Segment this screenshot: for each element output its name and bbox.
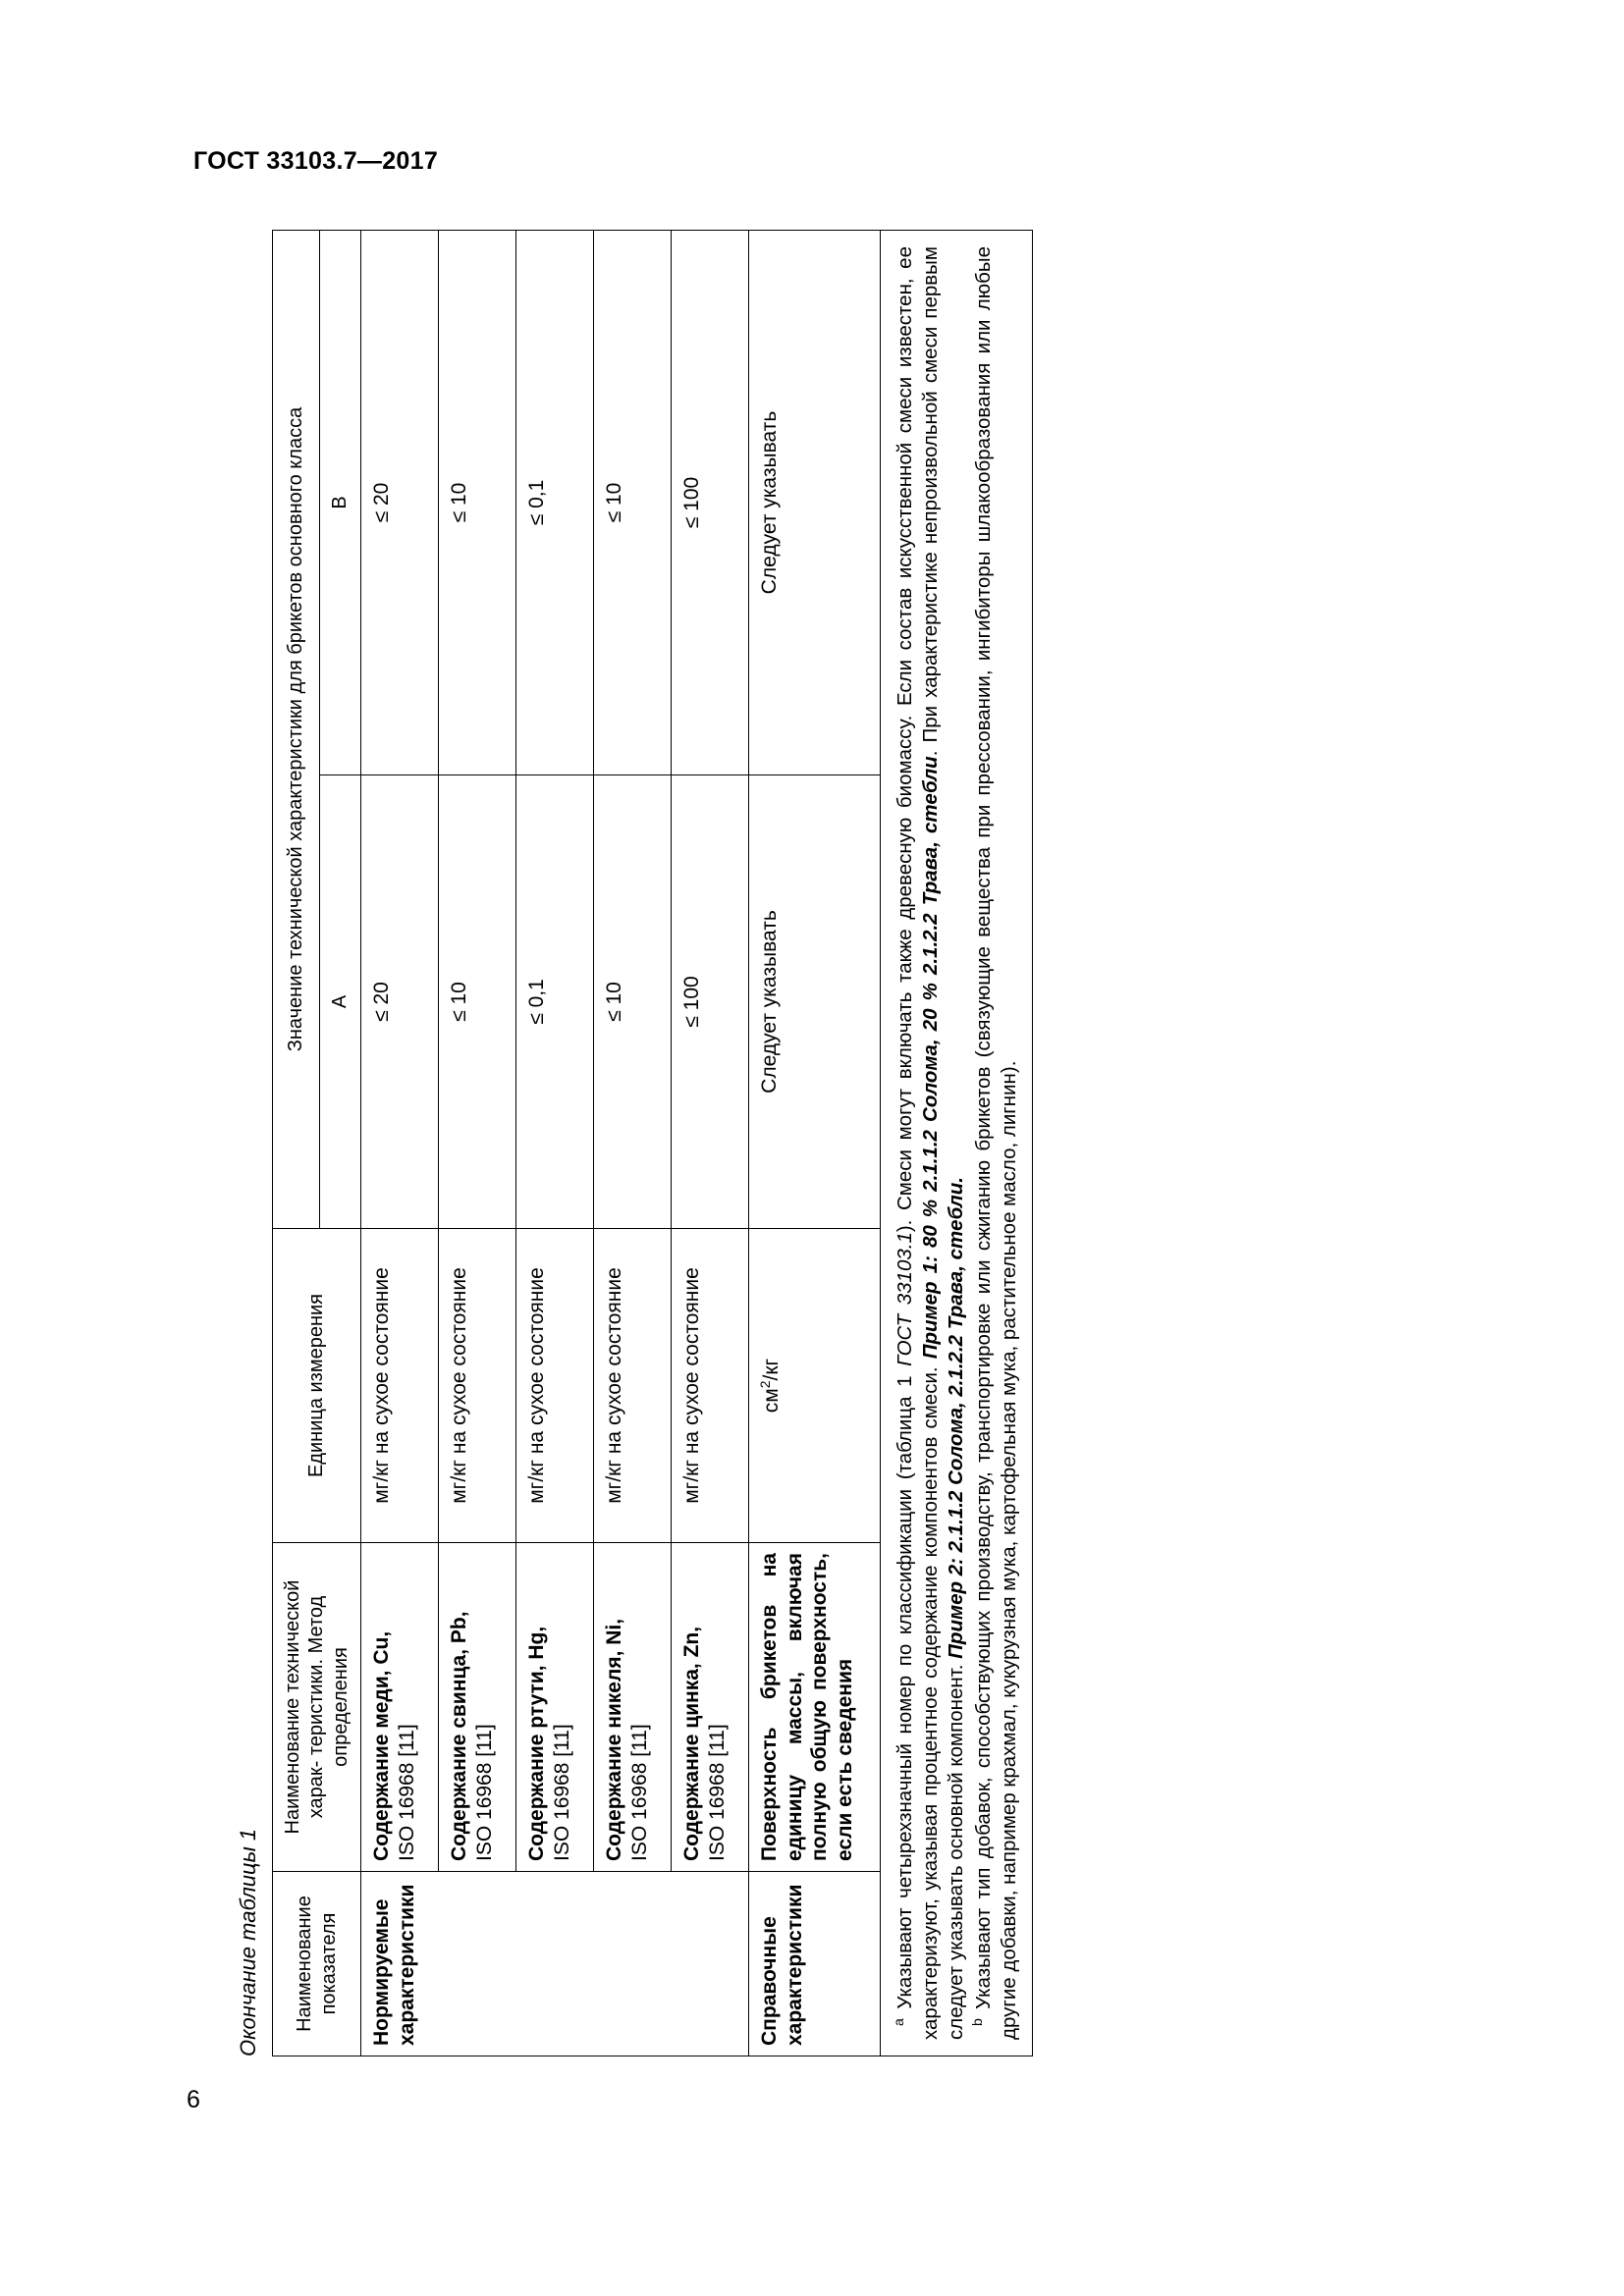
note-a-mark: а: [891, 2018, 907, 2026]
row-value-b: ≤ 20: [361, 231, 439, 775]
table-row: [672, 231, 749, 2056]
col-header-class-b: В: [320, 231, 361, 775]
row-unit: мг/кг на сухое состояние: [361, 1229, 439, 1543]
characteristics-table: [272, 230, 1033, 2056]
unit-sup: 2: [757, 1380, 774, 1389]
col-header-unit: Единица измерения: [273, 1229, 361, 1543]
row-name-cell: [672, 1543, 749, 1872]
col-header-indicator: Наименование показателя: [273, 1872, 361, 2056]
row-name-cell: [439, 1543, 516, 1872]
row-method: ISO 16968 [11]: [550, 1724, 573, 1861]
row-unit: мг/кг на сухое состояние: [516, 1229, 594, 1543]
row-value-b: ≤ 10: [439, 231, 516, 775]
table-row: [516, 231, 594, 2056]
note-b: [969, 246, 1022, 2040]
table-row: [361, 231, 439, 2056]
note-a-ref: ГОСТ 33103.1: [893, 1232, 916, 1366]
note-a-text-1: Указывают четырехзначный номер по классификации (таблица 1: [893, 1365, 916, 2019]
group-reference: Справочные характеристики: [749, 1872, 881, 2056]
note-a-example-1: Пример 1: 80 % 2.1.1.2 Солома, 20 % 2.1.2.2 Трава, стебли: [919, 756, 943, 1360]
row-value-a: ≤ 100: [672, 775, 749, 1229]
rotated-table-block: [231, 231, 1020, 2056]
row-method: ISO 16968 [11]: [705, 1724, 729, 1861]
row-unit: мг/кг на сухое состояние: [672, 1229, 749, 1543]
table-row: [749, 231, 881, 2056]
group-normed: Нормируемые характеристики: [361, 1872, 749, 2056]
row-method: ISO 16968 [11]: [627, 1724, 651, 1861]
row-value-a: ≤ 0,1: [516, 775, 594, 1229]
row-name-cell: [594, 1543, 672, 1872]
col-header-class-a: А: [320, 775, 361, 1229]
unit-base: см: [760, 1388, 784, 1414]
row-name: Содержание цинка, Zn,: [680, 1626, 704, 1861]
row-name: Содержание свинца, Pb,: [448, 1611, 471, 1861]
note-a-example-2: Пример 2: 2.1.1.2 Солома, 2.1.2.2 Трава, стебли.: [945, 1177, 968, 1659]
row-name: Содержание меди, Cu,: [370, 1630, 394, 1861]
row-unit: мг/кг на сухое состояние: [594, 1229, 672, 1543]
note-a-text-3: . При характеристике непроизвольной смеси первым следует указывать основной компонент.: [919, 245, 968, 2040]
table-caption: Окончание таблицы 1: [236, 1828, 260, 2056]
row-name: Содержание ртути, Hg,: [525, 1626, 549, 1861]
note-b-mark: b: [969, 2018, 986, 2026]
row-value-b: ≤ 0,1: [516, 231, 594, 775]
row-value-a: ≤ 10: [439, 775, 516, 1229]
row-name-cell: [516, 1543, 594, 1872]
row-value-b: ≤ 10: [594, 231, 672, 775]
row-name: Содержание никеля, Ni,: [603, 1618, 626, 1861]
table-row: [594, 231, 672, 2056]
row-unit: мг/кг на сухое состояние: [439, 1229, 516, 1543]
row-value-a: ≤ 10: [594, 775, 672, 1229]
page-number: 6: [187, 2086, 200, 2113]
notes-row: [881, 231, 1033, 2056]
row-value-a: Следует указывать: [749, 775, 881, 1229]
note-a-text-2: ). Смеси могут включать также древесную биомассу. Если состав искусственной смеси известен, ее характеризуют, указывая процентное содержание компонентов смеси.: [893, 246, 943, 2040]
document-code: ГОСТ 33103.7—2017: [193, 147, 439, 175]
table-notes: [881, 231, 1033, 2056]
unit-tail: /кг: [760, 1358, 784, 1381]
row-value-a: ≤ 20: [361, 775, 439, 1229]
col-header-characteristic: Наименование технической харак- теристики. Метод определения: [273, 1543, 361, 1872]
row-value-b: Следует указывать: [749, 231, 881, 775]
row-unit: [749, 1229, 881, 1543]
row-name: Поверхность брикетов на единицу массы, включая полную общую поверхность, если есть сведения: [749, 1543, 881, 1872]
row-method: ISO 16968 [11]: [395, 1724, 418, 1861]
table-row: [439, 231, 516, 2056]
note-a: [891, 246, 969, 2040]
row-value-b: ≤ 100: [672, 231, 749, 775]
col-header-value-group: Значение технической характеристики для брикетов основного класса: [273, 231, 320, 1229]
note-b-text: Указывают тип добавок, способствующих производству, транспортировке или сжиганию брикетов (связующие вещества при прессовании, ингибиторы шлакообразования или любые другие добавки, например крахмал, кукурузная мука, картофельная мука, растительное масло, лигнин).: [971, 246, 1020, 2040]
row-name-cell: [361, 1543, 439, 1872]
row-method: ISO 16968 [11]: [472, 1724, 496, 1861]
